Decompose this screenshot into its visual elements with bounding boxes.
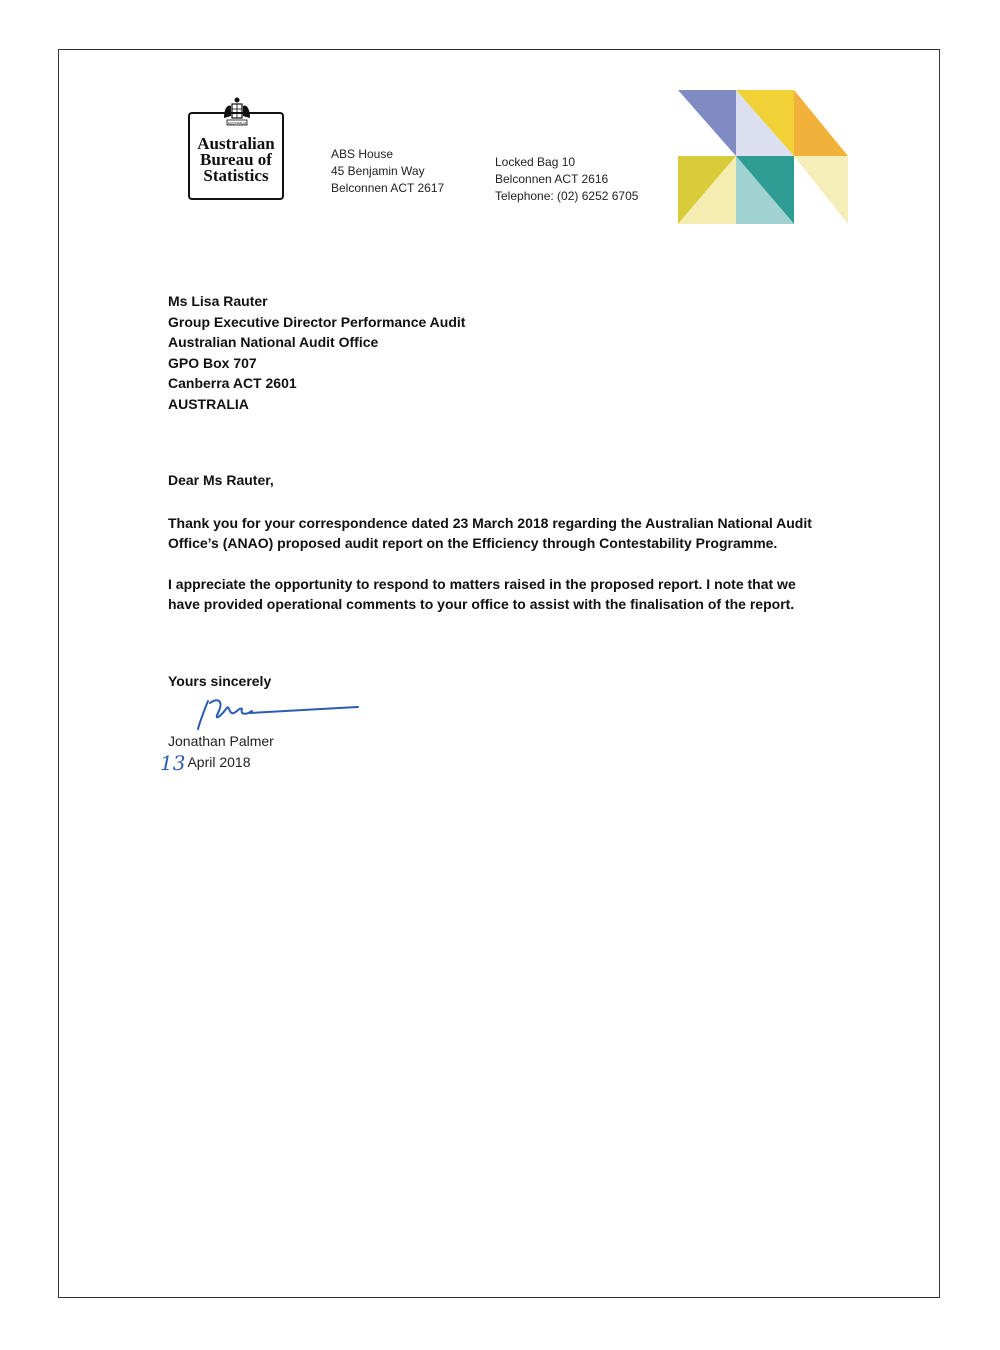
telephone-line: Telephone: (02) 6252 6705: [495, 189, 639, 203]
address-line: Locked Bag 10: [495, 155, 576, 169]
closing: Yours sincerely: [168, 673, 272, 689]
recipient-name: Ms Lisa Rauter: [168, 293, 268, 309]
address-line: 45 Benjamin Way: [331, 164, 425, 178]
letter-date: [160, 751, 251, 775]
brand-triangles-graphic: [676, 88, 850, 228]
body-paragraph-2: I appreciate the opportunity to respond to matters raised in the proposed report. I note that we have provided operational comments to your office to assist with the finalisation of the report.: [168, 576, 796, 612]
triangle-cream: [794, 156, 848, 224]
logo-line: Australian: [197, 134, 275, 153]
signatory-name: Jonathan Palmer: [168, 733, 274, 749]
postal-address: [495, 154, 638, 205]
triangle-slate: [678, 90, 736, 156]
crest-ribbon-text: AUSTRALIA: [227, 121, 247, 126]
address-line: Belconnen ACT 2617: [331, 181, 445, 195]
logo-wordmark: [188, 136, 284, 184]
recipient-title: Group Executive Director Performance Audit: [168, 313, 466, 330]
recipient-po-box: GPO Box 707: [168, 354, 257, 371]
recipient-country: AUSTRALIA: [168, 395, 249, 412]
recipient-organisation: Australian National Audit Office: [168, 334, 379, 350]
logo-line: Bureau of: [200, 150, 272, 169]
recipient-city: Canberra ACT 2601: [168, 375, 297, 391]
salutation: Dear Ms Rauter,: [168, 472, 274, 488]
logo-line: Statistics: [203, 166, 269, 185]
date-month-year: April 2018: [187, 754, 251, 770]
body-paragraph-1: Thank you for your correspondence dated 23 March 2018 regarding the Australian National Audit Office’s (ANAO) proposed audit report on the Efficiency through Contestability Programme.: [168, 515, 812, 551]
address-line: ABS House: [331, 147, 394, 161]
street-address: [331, 146, 444, 197]
recipient-address: [168, 291, 465, 414]
address-line: Belconnen ACT 2616: [495, 172, 609, 186]
triangle-orange: [794, 90, 848, 156]
abs-logo: [188, 96, 284, 200]
handwritten-signature: [190, 693, 370, 735]
handwritten-day: 13: [160, 751, 186, 775]
